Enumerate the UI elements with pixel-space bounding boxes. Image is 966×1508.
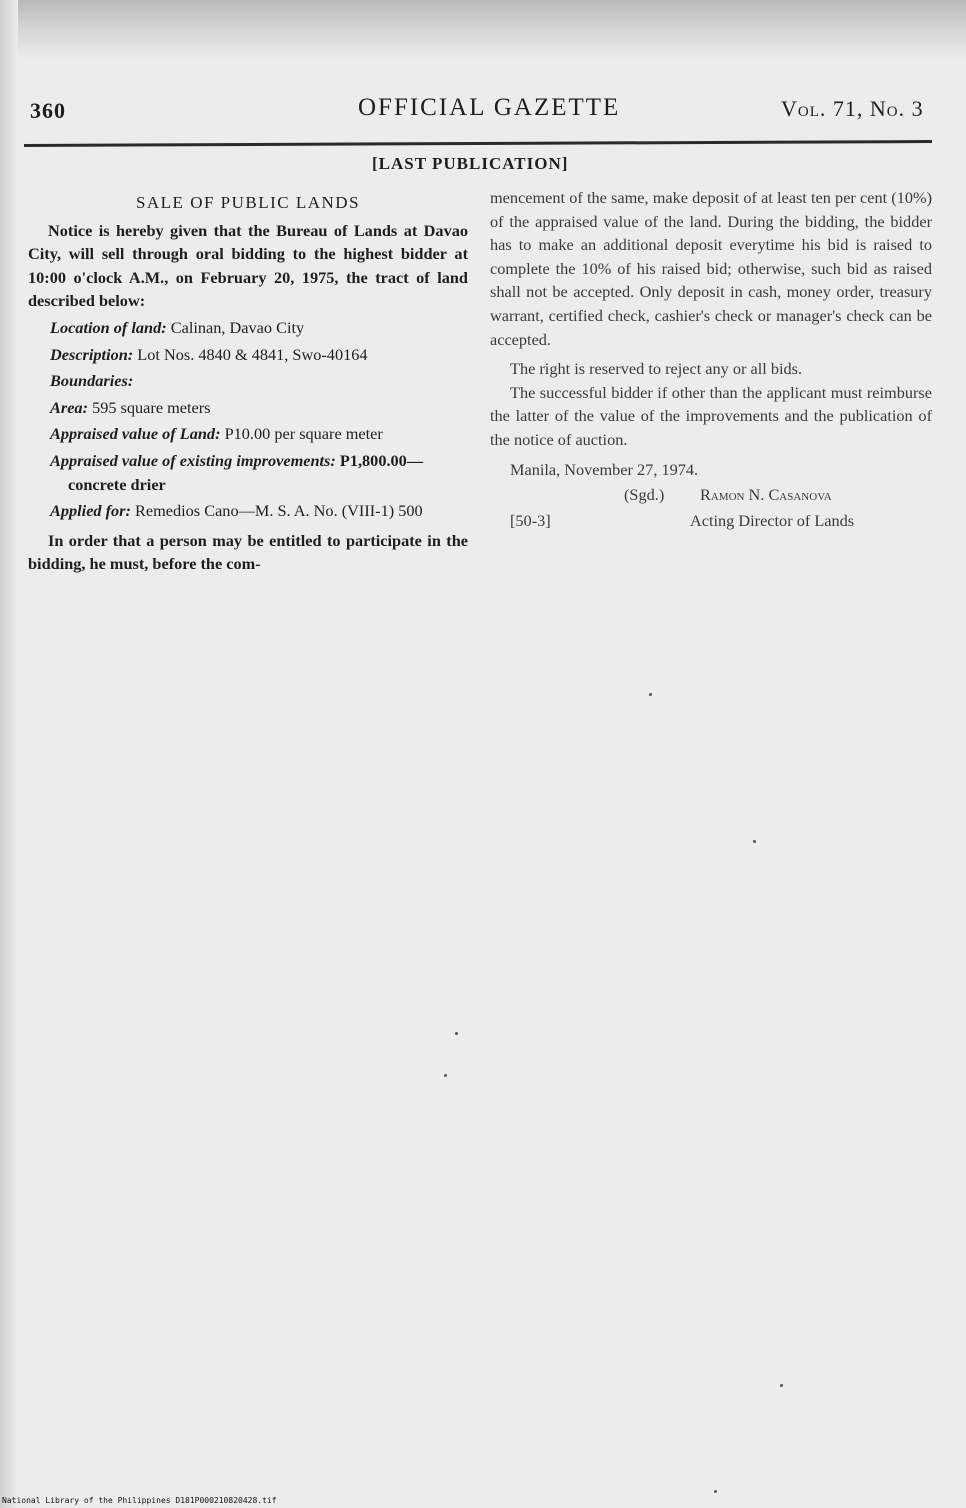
archive-footer: National Library of the Philippines D181P000210820428.tif: [2, 1496, 277, 1505]
notice-date: Manila, November 27, 1974.: [510, 459, 699, 479]
field-value: Calinan, Davao City: [170, 317, 305, 337]
field-appraised-land: [28, 422, 468, 446]
signatory-name: Ramon N. Casanova: [700, 485, 832, 505]
volume-number: Vol. 71, No. 3: [781, 96, 924, 121]
publication-title: OFFICIAL GAZETTE: [358, 94, 621, 121]
scan-shadow-left: [0, 0, 18, 1508]
signature-title-row: [490, 509, 932, 533]
signature-row: [490, 483, 932, 507]
sgd-mark: (Sgd.): [624, 485, 665, 505]
field-value: 595 square meters: [92, 397, 211, 417]
field-value: P1,800.00—concrete drier: [68, 450, 424, 494]
field-label: Description:: [50, 344, 134, 364]
field-area: [28, 396, 468, 420]
field-boundaries: [28, 369, 468, 393]
field-label: Area:: [50, 397, 88, 417]
scan-speck: [753, 840, 756, 843]
left-column: [28, 191, 468, 576]
field-label: Location of land:: [50, 317, 167, 337]
header-rule: [24, 140, 932, 147]
reimburse-paragraph: The successful bidder if other than the applicant must reimburse the latter of the value of the improvements and the publication of the notice of auction.: [490, 382, 932, 449]
closing-text: In order that a person may be entitled to participate in the bidding, he must, before the com-: [28, 530, 468, 574]
right-column: [490, 186, 932, 533]
field-appraised-improvements: [28, 449, 468, 496]
page-header: [0, 92, 966, 132]
field-applied-for: [28, 499, 468, 523]
field-label: Appraised value of existing improvements:: [50, 450, 336, 470]
field-value: P10.00 per square meter: [224, 424, 383, 444]
notice-closing: [28, 529, 468, 576]
scan-speck: [649, 693, 652, 696]
field-value: Remedios Cano—M. S. A. No. (VIII-1) 500: [135, 501, 423, 521]
notice-intro: Notice is hereby given that the Bureau of Lands at Davao City, will sell through oral bidding to the highest bidder at 10:00 o'clock A.M., on February 20, 1975, the tract of land described below:: [28, 220, 468, 311]
scan-shadow-top: [0, 0, 966, 60]
deposit-paragraph: mencement of the same, make deposit of at least ten per cent (10%) of the appraised value of the land. During the bidding, the bidder has to make an additional deposit everytime his bid is raised to complete the 10% of his raised bid; otherwise, such bid as raised shall not be accepted. Only deposit in cash, money order, treasury warrant, certified check, cashier's check or manager's check can be accepted.: [490, 188, 932, 349]
field-value: Lot Nos. 4840 & 4841, Swo-40164: [137, 344, 368, 364]
notice-heading: SALE OF PUBLIC LANDS: [135, 193, 361, 212]
field-description: [28, 343, 468, 367]
rights-paragraph: The right is reserved to reject any or all bids.: [510, 359, 803, 379]
field-label: Applied for:: [50, 501, 131, 521]
field-label: Appraised value of Land:: [50, 424, 221, 444]
scan-speck: [455, 1032, 458, 1035]
page-number: 360: [30, 98, 66, 123]
scan-speck: [444, 1074, 447, 1077]
scan-speck: [780, 1384, 783, 1387]
scan-speck: [714, 1490, 717, 1493]
signatory-title: Acting Director of Lands: [690, 511, 855, 531]
field-location: [28, 316, 468, 340]
last-publication-tag: [LAST PUBLICATION]: [372, 154, 569, 173]
notice-reference: [50-3]: [510, 511, 551, 531]
field-label: Boundaries:: [50, 371, 134, 391]
